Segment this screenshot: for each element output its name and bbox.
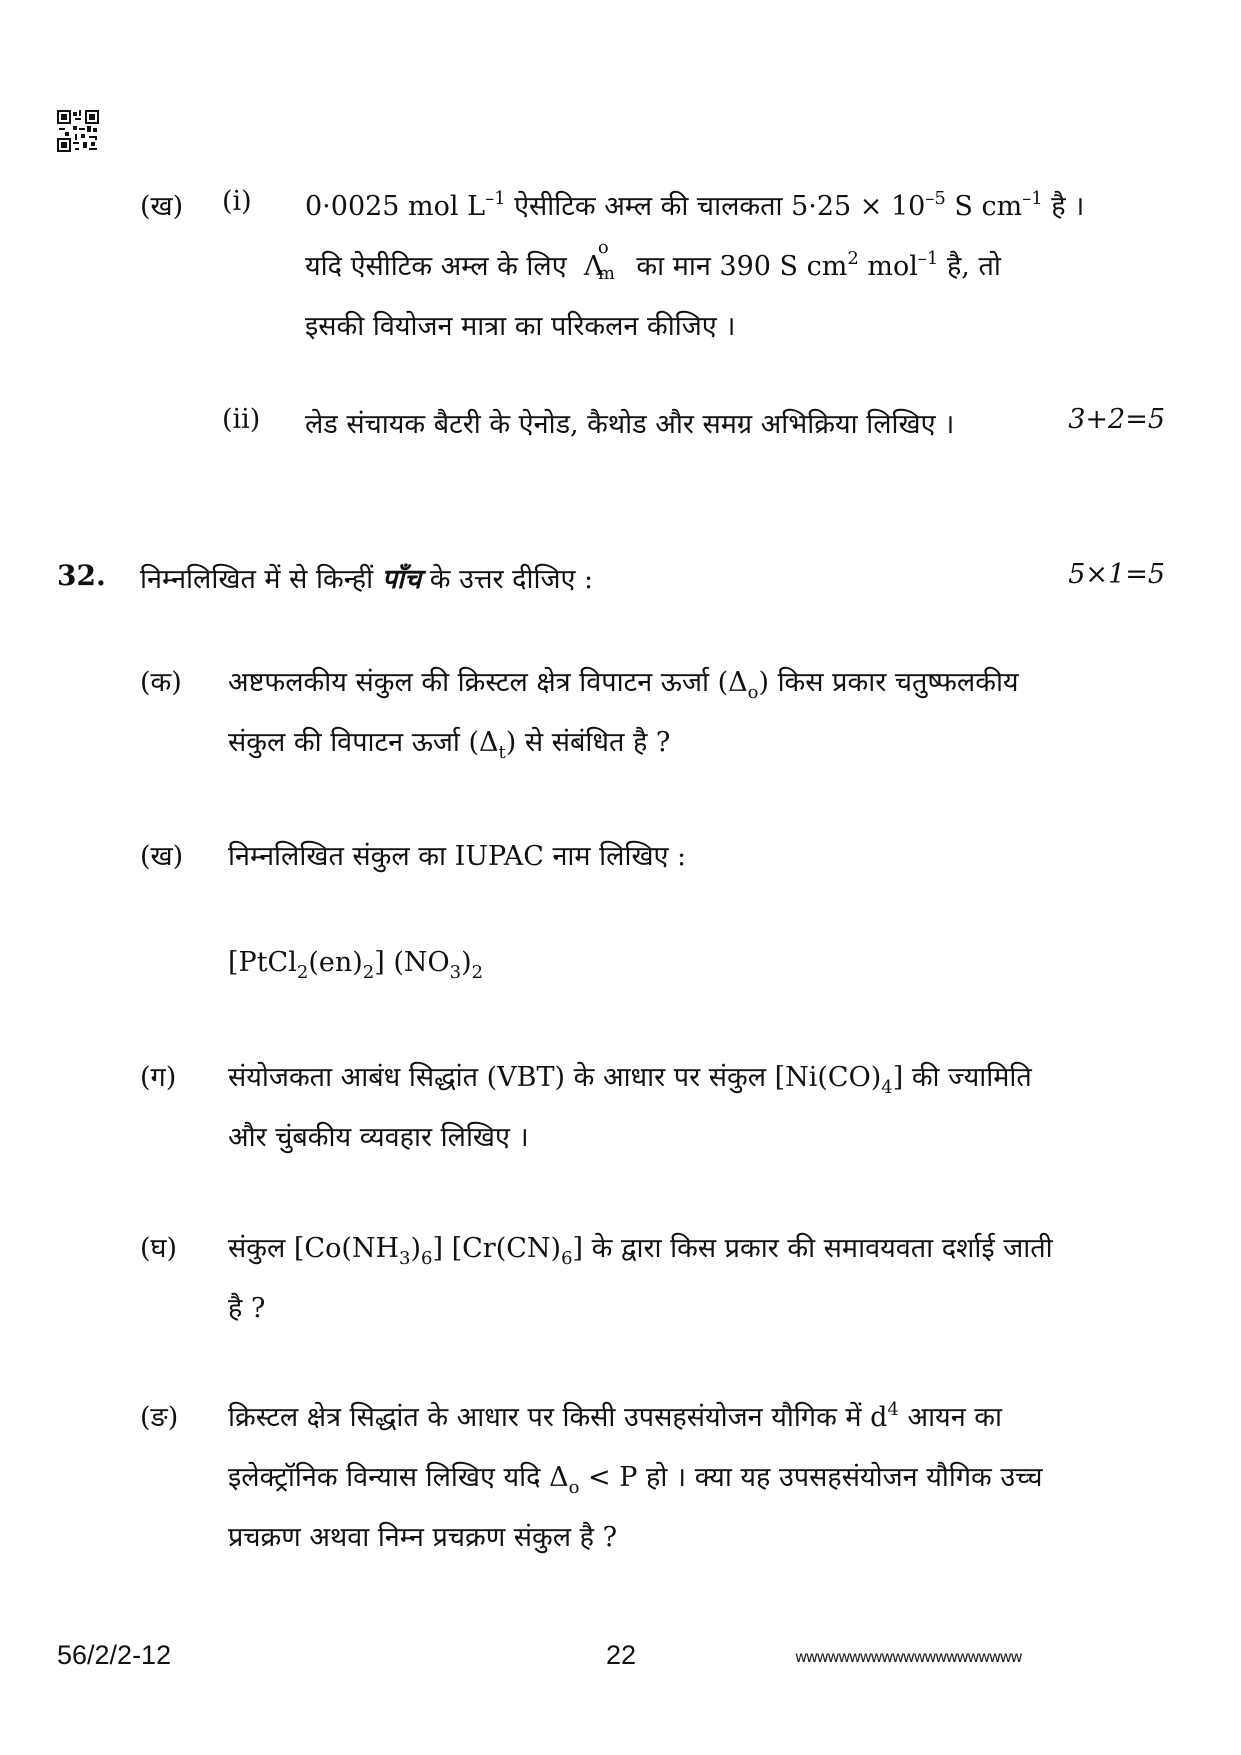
- sub-i-line-2: यदि ऐसीटिक अम्ल के लिए Λ o m का मान 390 S $cm^2$ mol$^{-1}$ है, तो: [305, 237, 1001, 284]
- part-kha-label: (ख): [140, 191, 184, 222]
- part-gha-line-2: है ?: [228, 1293, 266, 1324]
- sub-i-label: (i): [222, 186, 252, 217]
- part-nga-line-1: क्रिस्टल क्षेत्र सिद्धांत के आधार पर किसी उपसहसंयोजन यौगिक में $d^4$ आयन का: [228, 1399, 1003, 1433]
- marks-31: 3+2=5: [1068, 404, 1165, 435]
- part-kha2-label: (ख): [140, 841, 184, 872]
- part-kha2-text: निम्नलिखित संकुल का IUPAC नाम लिखिए :: [228, 841, 687, 872]
- part-ka-line-1: अष्टफलकीय संकुल की क्रिस्टल क्षेत्र विपाटन ऊर्जा $(\Delta_o)$ किस प्रकार चतुष्फलकीय: [228, 667, 1019, 703]
- part-ka-label: (क): [140, 667, 182, 698]
- sub-i-line-3: इसकी वियोजन मात्रा का परिकलन कीजिए ।: [305, 311, 736, 342]
- part-ga-line-2: और चुंबकीय व्यवहार लिखिए ।: [228, 1122, 529, 1153]
- marks-32: 5×1=5: [1068, 559, 1165, 590]
- sub-ii-text: लेड संचायक बैटरी के ऐनोड, कैथोड और समग्र अभिक्रिया लिखिए ।: [305, 409, 955, 440]
- squiggle-line: wwwwwwwwwwwwwwwwwwwww: [795, 1648, 1022, 1666]
- part-ga-line-1: संयोजकता आबंध सिद्धांत (VBT) के आधार पर संकुल $[Ni(CO)_4]$ की ज्यामिति: [228, 1062, 1032, 1098]
- part-nga-line-2: इलेक्ट्रॉनिक विन्यास लिखिए यदि $\Delta_o < P$ हो । क्या यह उपसहसंयोजन यौगिक उच्च: [228, 1462, 1043, 1498]
- sub-ii-label: (ii): [222, 404, 261, 435]
- lambda-m-symbol: Λ o m: [583, 237, 615, 284]
- qr-code: [57, 110, 99, 152]
- part-gha-label: (घ): [140, 1233, 178, 1264]
- part-ga-label: (ग): [140, 1062, 177, 1093]
- part-gha-line-1: संकुल $[Co(NH_3)_6]$ $[Cr(CN)_6]$ के द्वारा किस प्रकार की समावयवता दर्शाई जाती: [228, 1233, 1053, 1269]
- paper-code: 56/2/2-12: [57, 1640, 172, 1670]
- part-nga-line-3: प्रचक्रण अथवा निम्न प्रचक्रण संकुल है ?: [228, 1522, 618, 1553]
- page-number: 22: [606, 1640, 637, 1670]
- part-ka-line-2: संकुल की विपाटन ऊर्जा $(\Delta_t)$ से संबंधित है ?: [228, 727, 671, 763]
- complex-formula: $[PtCl_2(en)_2]$ $(NO_3)_2$: [228, 947, 484, 983]
- part-nga-label: (ङ): [140, 1402, 179, 1433]
- question-intro: निम्नलिखित में से किन्हीं पाँच के उत्तर दीजिए :: [140, 564, 594, 595]
- sub-i-line-1: 0·0025 mol $L^{-1}$ ऐसीटिक अम्ल की चालकता $5\cdot 25 \times 10^{-5}$ S $cm^{-1}$ है ।: [305, 188, 1085, 222]
- question-number: 32.: [57, 559, 106, 592]
